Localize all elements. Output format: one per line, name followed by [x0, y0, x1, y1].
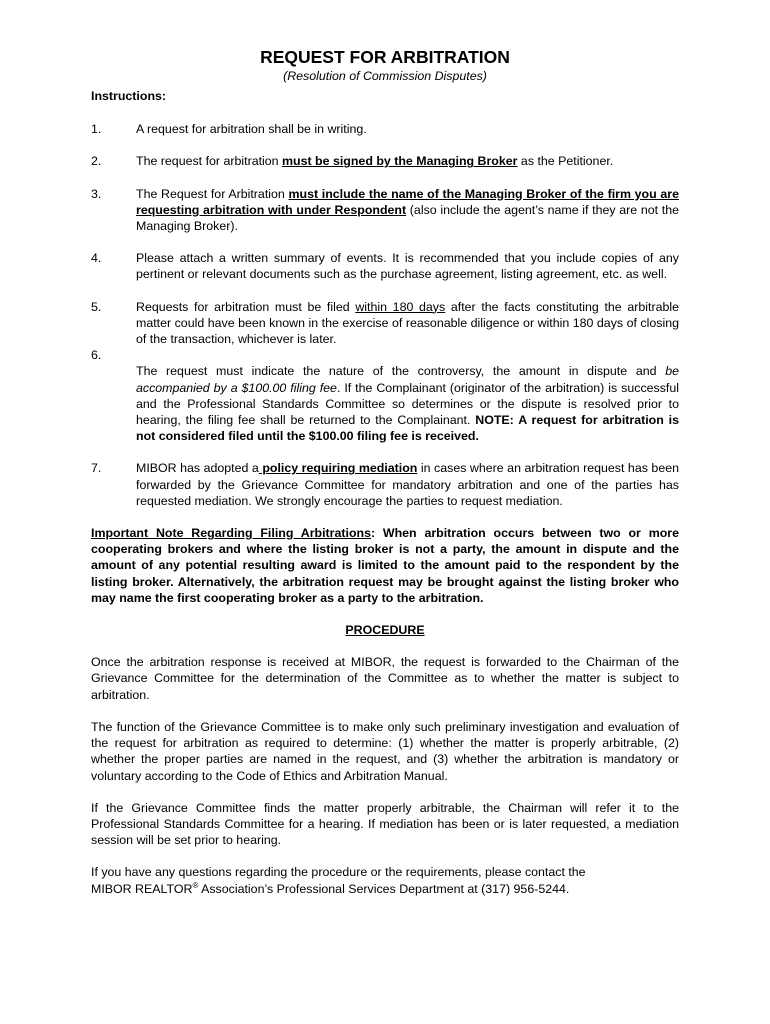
- instruction-item-7: [91, 460, 679, 509]
- item-text-post: as the Petitioner.: [517, 154, 614, 169]
- item-emphasis: within 180 days: [355, 299, 446, 314]
- instruction-item-2: [91, 153, 679, 169]
- document-title: REQUEST FOR ARBITRATION: [260, 47, 510, 67]
- contact-org: MIBOR REALTOR: [91, 881, 193, 896]
- important-note-text: : When arbitration occurs between two or more cooperating brokers and where the listing broker is not a party, the amount in dispute and the amount of any potential resulting award is limited to the amount paid to the respondent by the listing broker. Alternatively, the arbitration request may be brought against the listing broker who may name the first cooperating broker as a party to the arbitration.: [91, 526, 679, 605]
- procedure-paragraph-1: Once the arbitration response is received at MIBOR, the request is forwarded to the Chairman of the Grievance Committee for the determination of the Committee as to whether the matter is subject to arbitration.: [91, 655, 679, 702]
- procedure-heading: PROCEDURE: [345, 623, 425, 638]
- contact-line-1: If you have any questions regarding the procedure or the requirements, please contact the: [91, 865, 586, 880]
- item-emphasis: must include the name of the Managing Broker of the firm you are requesting arbitration with under Respondent: [136, 186, 679, 217]
- instruction-item-5: [91, 299, 679, 348]
- item-emphasis: must be signed by the Managing Broker: [282, 154, 518, 169]
- item-number: 7.: [91, 461, 102, 476]
- registered-mark: ®: [192, 880, 199, 890]
- item-number: 4.: [91, 251, 102, 266]
- item-text-pre: Requests for arbitration must be filed: [136, 299, 356, 314]
- item-bold-note: NOTE: A request for arbitration is not considered filed until the $100.00 filing fee is received.: [136, 413, 679, 444]
- item-text-post: (also include the agent’s name if they are not the Managing Broker).: [136, 202, 679, 234]
- item-text-post: in cases where an arbitration request has been forwarded by the Grievance Committee for mandatory arbitration and one of the parties has requested mediation. We strongly encourage the parties to request mediation.: [136, 461, 679, 508]
- instructions-list: [91, 121, 679, 509]
- item-emphasis: policy requiring mediation: [258, 461, 418, 476]
- item-italic: be accompanied by a $100.00 filing fee: [136, 364, 679, 395]
- item-number: 3.: [91, 186, 102, 201]
- important-note: [91, 525, 679, 606]
- item-text: [136, 460, 679, 509]
- procedure-paragraph-2: The function of the Grievance Committee is to make only such preliminary investigation and evaluation of the request for arbitration as required to determine: (1) whether the matter is properly arbitrable, (2) whether the proper parties are named in the request, and (3) whether the arbitration is mandatory or voluntary according to the Code of Ethics and Arbitration Manual.: [91, 719, 679, 783]
- item-text-post: after the facts constituting the arbitrable matter could have been known in the exercise of reasonable diligence or within 180 days of closing of the transaction, whichever is later.: [136, 299, 679, 347]
- instruction-item-6: [91, 347, 679, 444]
- instruction-item-3: [91, 186, 679, 235]
- item-text-mid: . If the Complainant (originator of the arbitration) is successful and the Professional Standards Committee so determines or the dispute is resolved prior to hearing, the filing fee shall be returned to the Complainant.: [136, 380, 680, 428]
- document-subtitle: (Resolution of Commission Disputes): [283, 69, 487, 83]
- contact-line-2: [91, 881, 679, 897]
- contact-paragraph: [91, 864, 679, 896]
- item-text: [136, 186, 679, 235]
- item-number: 2.: [91, 154, 102, 169]
- procedure-paragraph-3: If the Grievance Committee finds the matter properly arbitrable, the Chairman will refer it to the Professional Standards Committee for a hearing. If mediation has been or is later requested, a mediation session will be set prior to hearing.: [91, 800, 679, 848]
- contact-phone-text: Association’s Professional Services Department at (317) 956-5244.: [198, 881, 570, 896]
- item-text: [136, 299, 679, 348]
- document-body: [91, 46, 679, 897]
- item-text: [136, 153, 679, 169]
- item-text-pre: The request for arbitration: [136, 154, 283, 169]
- instruction-item-4: [91, 250, 679, 282]
- item-text-pre: MIBOR has adopted a: [136, 461, 259, 476]
- item-number: 5.: [91, 299, 102, 314]
- item-text: Please attach a written summary of events. It is recommended that you include copies of any pertinent or relevant documents such as the purchase agreement, listing agreement, etc. as well.: [136, 251, 679, 282]
- item-number: 6.: [91, 348, 102, 363]
- instruction-item-1: [91, 121, 679, 137]
- item-text-pre: The Request for Arbitration: [136, 186, 289, 201]
- important-note-label: Important Note Regarding Filing Arbitrations: [91, 526, 371, 541]
- item-text: [136, 347, 679, 444]
- item-number: 1.: [91, 122, 102, 137]
- instructions-heading: Instructions:: [91, 89, 167, 103]
- item-text-pre: The request must indicate the nature of the controversy, the amount in dispute and: [136, 364, 666, 379]
- item-text: A request for arbitration shall be in writing.: [136, 122, 367, 137]
